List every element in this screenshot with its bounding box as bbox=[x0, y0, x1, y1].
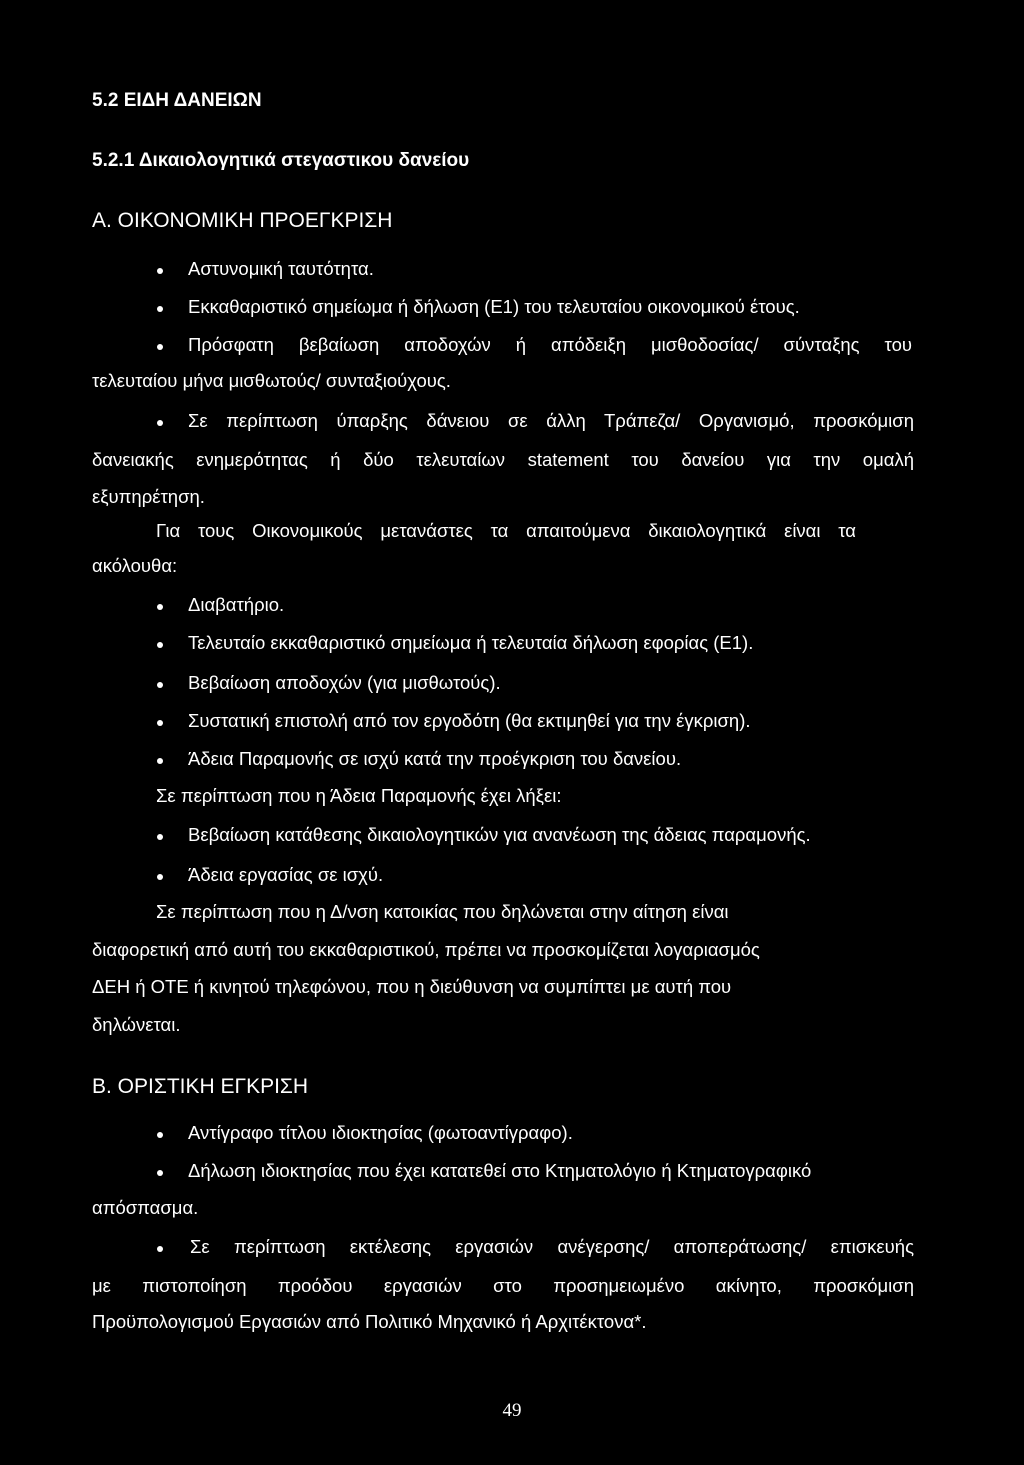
paragraph-line: διαφορετική από αυτή του εκκαθαριστικού, πρέπει να προσκομίζεται λογαριασμός bbox=[92, 939, 760, 960]
bullet-icon bbox=[157, 1170, 163, 1176]
bullet-icon bbox=[157, 834, 163, 840]
bullet-icon bbox=[157, 642, 163, 648]
paragraph-line: Για τους Οικονομικούς μετανάστες τα απαιτούμενα δικαιολογητικά είναι τα bbox=[156, 520, 856, 541]
list-item: Αντίγραφο τίτλου ιδιοκτησίας (φωτοαντίγραφο). bbox=[188, 1122, 573, 1143]
list-item-line: με πιστοποίηση προόδου εργασιών στο προσημειωμένο ακίνητο, προσκόμιση bbox=[92, 1275, 914, 1296]
bullet-icon bbox=[157, 720, 163, 726]
bullet-icon bbox=[157, 874, 163, 880]
list-item-line: Σε περίπτωση ύπαρξης δάνειου σε άλλη Τράπεζα/ Οργανισμό, προσκόμιση bbox=[188, 410, 914, 431]
paragraph-line: δηλώνεται. bbox=[92, 1014, 181, 1035]
subsection-heading: 5.2.1 Δικαιολογητικά στεγαστικου δανείου bbox=[92, 150, 470, 171]
list-item: Εκκαθαριστικό σημείωμα ή δήλωση (Ε1) του τελευταίου οικονομικού έτους. bbox=[188, 296, 800, 317]
list-item-line: Δήλωση ιδιοκτησίας που έχει κατατεθεί στο Κτηματολόγιο ή Κτηματογραφικό bbox=[188, 1160, 812, 1181]
list-item: Συστατική επιστολή από τον εργοδότη (θα εκτιμηθεί για την έγκριση). bbox=[188, 710, 751, 731]
list-item-line: δανειακής ενημερότητας ή δύο τελευταίων statement του δανείου για την ομαλή bbox=[92, 449, 914, 470]
bullet-icon bbox=[157, 682, 163, 688]
list-item-line: Προϋπολογισμού Εργασιών από Πολιτικό Μηχανικό ή Αρχιτέκτονα*. bbox=[92, 1311, 647, 1332]
bullet-icon bbox=[157, 306, 163, 312]
list-item: Βεβαίωση κατάθεσης δικαιολογητικών για ανανέωση της άδειας παραμονής. bbox=[188, 824, 811, 845]
bullet-icon bbox=[157, 758, 163, 764]
paragraph-line: ακόλουθα: bbox=[92, 555, 178, 576]
paragraph-line: Σε περίπτωση που η Δ/νση κατοικίας που δηλώνεται στην αίτηση είναι bbox=[156, 901, 729, 922]
list-item-line: εξυπηρέτηση. bbox=[92, 486, 205, 507]
section-a-title: Α. ΟΙΚΟΝΟΜΙΚΗ ΠΡΟΕΓΚΡΙΣΗ bbox=[92, 209, 393, 232]
list-item: Τελευταίο εκκαθαριστικό σημείωμα ή τελευταία δήλωση εφορίας (Ε1). bbox=[188, 632, 754, 653]
list-item-line: τελευταίου μήνα μισθωτούς/ συνταξιούχους. bbox=[92, 370, 451, 391]
list-item: Αστυνομική ταυτότητα. bbox=[188, 258, 374, 279]
bullet-icon bbox=[157, 268, 163, 274]
bullet-icon bbox=[157, 604, 163, 610]
section-heading: 5.2 ΕΙΔΗ ΔΑΝΕΙΩΝ bbox=[92, 90, 262, 111]
list-item: Βεβαίωση αποδοχών (για μισθωτούς). bbox=[188, 672, 501, 693]
list-item-line: απόσπασμα. bbox=[92, 1197, 199, 1218]
bullet-icon bbox=[157, 420, 163, 426]
list-item: Άδεια Παραμονής σε ισχύ κατά την προέγκριση του δανείου. bbox=[188, 748, 682, 769]
list-item: Άδεια εργασίας σε ισχύ. bbox=[188, 864, 384, 885]
list-item-line: Σε περίπτωση εκτέλεσης εργασιών ανέγερσης/ αποπεράτωσης/ επισκευής bbox=[190, 1236, 914, 1257]
paragraph-line: Σε περίπτωση που η Άδεια Παραμονής έχει λήξει: bbox=[156, 785, 562, 806]
bullet-icon bbox=[157, 344, 163, 350]
list-item-line: Πρόσφατη βεβαίωση αποδοχών ή απόδειξη μισθοδοσίας/ σύνταξης του bbox=[188, 334, 912, 355]
bullet-icon bbox=[157, 1246, 163, 1252]
section-b-title: Β. ΟΡΙΣΤΙΚΗ ΕΓΚΡΙΣΗ bbox=[92, 1075, 309, 1098]
list-item: Διαβατήριο. bbox=[188, 594, 285, 615]
bullet-icon bbox=[157, 1132, 163, 1138]
page-number: 49 bbox=[502, 1400, 522, 1421]
paragraph-line: ΔΕΗ ή ΟΤΕ ή κινητού τηλεφώνου, που η διεύθυνση να συμπίπτει με αυτή που bbox=[92, 976, 732, 997]
